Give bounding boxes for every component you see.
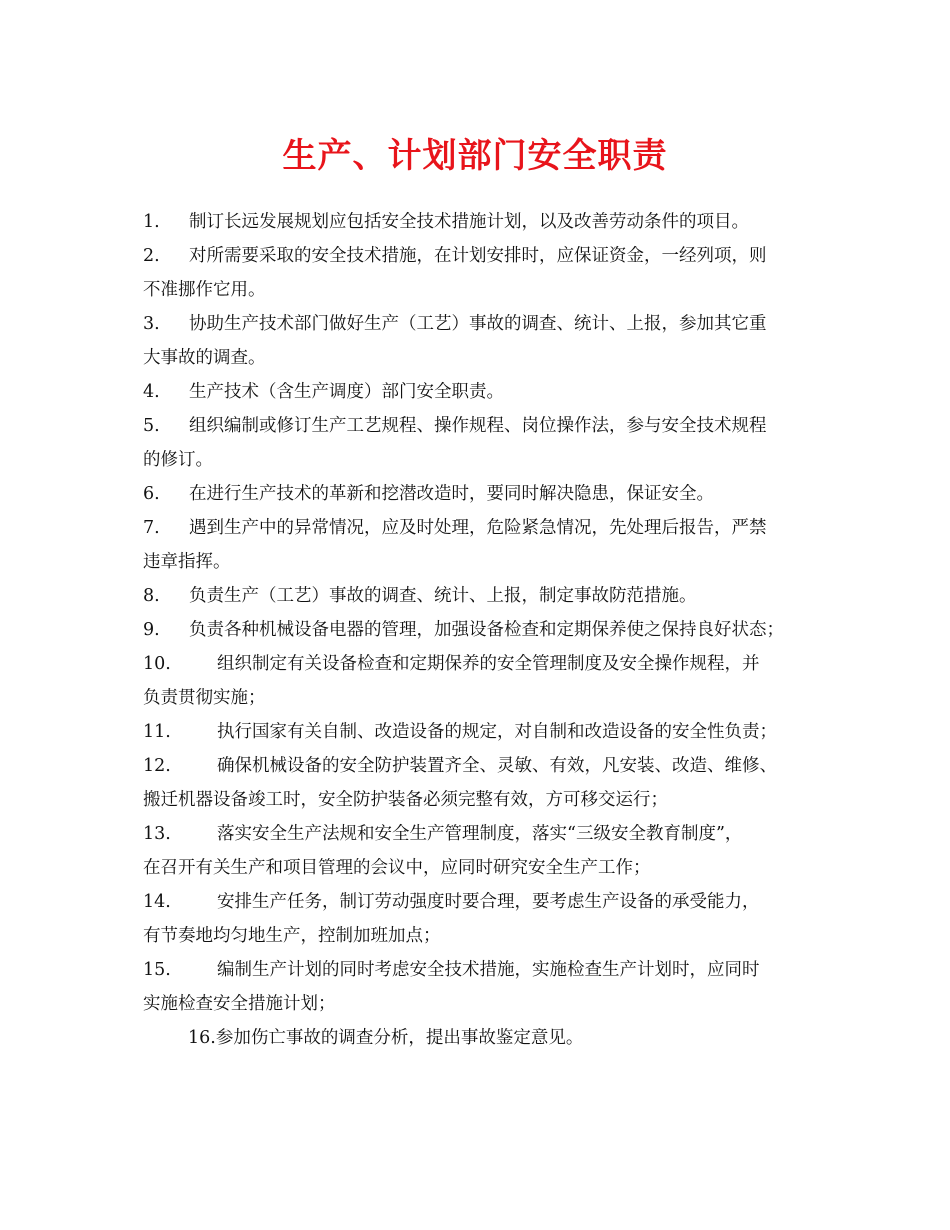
list-item-text: 安排生产任务，制订劳动强度时要合理，要考虑生产设备的承受能力， bbox=[217, 892, 760, 912]
list-item-continuation: 的修订。 bbox=[143, 450, 213, 470]
list-item-text: 遇到生产中的异常情况，应及时处理，危险紧急情况，先处理后报告，严禁 bbox=[189, 518, 767, 538]
list-item-continuation: 大事故的调查。 bbox=[143, 348, 266, 368]
list-item-first-line bbox=[143, 579, 818, 613]
list-item bbox=[143, 511, 818, 579]
list-item-number: 10. bbox=[143, 654, 171, 674]
list-item-continuation: 负责贯彻实施； bbox=[143, 688, 266, 708]
list-item-continuation: 不准挪作它用。 bbox=[143, 280, 266, 300]
list-item bbox=[143, 647, 818, 715]
list-item-continuation: 在召开有关生产和项目管理的会议中，应同时研究安全生产工作； bbox=[143, 858, 651, 878]
list-item-number: 12. bbox=[143, 756, 171, 776]
list-item-number: 15. bbox=[143, 960, 171, 980]
list-item-text: 负责各种机械设备电器的管理，加强设备检查和定期保养使之保持良好状态； bbox=[189, 620, 784, 640]
list-item-first-line bbox=[143, 749, 818, 783]
list-item-first-line bbox=[143, 613, 818, 647]
list-item-number: 13. bbox=[143, 824, 171, 844]
list-item-first-line bbox=[143, 647, 818, 681]
list-item-continuation: 违章指挥。 bbox=[143, 552, 231, 572]
list-item-number: 3. bbox=[143, 314, 160, 334]
list-item-number: 2. bbox=[143, 246, 160, 266]
list-item bbox=[143, 817, 818, 885]
list-item bbox=[143, 579, 818, 613]
list-item-number: 4. bbox=[143, 382, 160, 402]
list-item-text: 组织编制或修订生产工艺规程、操作规程、岗位操作法，参与安全技术规程 bbox=[189, 416, 767, 436]
list-item bbox=[143, 953, 818, 1021]
list-item-number: 1. bbox=[143, 212, 160, 232]
list-item-last bbox=[143, 1021, 818, 1055]
list-item-first-line bbox=[143, 817, 818, 851]
list-item-text: 协助生产技术部门做好生产（工艺）事故的调查、统计、上报，参加其它重 bbox=[189, 314, 767, 334]
list-item-text: 生产技术（含生产调度）部门安全职责。 bbox=[189, 382, 504, 402]
list-item-text: 16.参加伤亡事故的调查分析，提出事故鉴定意见。 bbox=[188, 1028, 584, 1048]
list-item-number: 11. bbox=[143, 722, 171, 742]
list-item bbox=[143, 477, 818, 511]
list-item-text: 组织制定有关设备检查和定期保养的安全管理制度及安全操作规程，并 bbox=[217, 654, 760, 674]
list-item-number: 5. bbox=[143, 416, 160, 436]
list-item-text: 执行国家有关自制、改造设备的规定，对自制和改造设备的安全性负责； bbox=[217, 722, 777, 742]
list-item-number: 7. bbox=[143, 518, 160, 538]
list-item-number: 14. bbox=[143, 892, 171, 912]
list-item bbox=[143, 205, 818, 239]
list-item bbox=[143, 239, 818, 307]
list-item bbox=[143, 307, 818, 375]
list-item-text: 编制生产计划的同时考虑安全技术措施，实施检查生产计划时，应同时 bbox=[217, 960, 760, 980]
list-item bbox=[143, 409, 818, 477]
list-item-first-line bbox=[143, 953, 818, 987]
list-item-text: 制订长远发展规划应包括安全技术措施计划，以及改善劳动条件的项目。 bbox=[189, 212, 749, 232]
list-item-first-line bbox=[143, 307, 818, 341]
list-item bbox=[143, 749, 818, 817]
list-item-number: 6. bbox=[143, 484, 160, 504]
list-item-first-line bbox=[143, 477, 818, 511]
list-item bbox=[143, 375, 818, 409]
list-item bbox=[143, 885, 818, 953]
list-item bbox=[143, 613, 818, 647]
list-item-continuation: 有节奏地均匀地生产，控制加班加点； bbox=[143, 926, 441, 946]
list-item-number: 9. bbox=[143, 620, 160, 640]
list-item-text: 在进行生产技术的革新和挖潜改造时，要同时解决隐患，保证安全。 bbox=[189, 484, 714, 504]
list-item-first-line bbox=[143, 885, 818, 919]
list-item-first-line bbox=[143, 511, 818, 545]
list-item-number: 8. bbox=[143, 586, 160, 606]
list-item-text: 对所需要采取的安全技术措施，在计划安排时，应保证资金，一经列项，则 bbox=[189, 246, 767, 266]
list-item-continuation: 搬迁机器设备竣工时，安全防护装备必须完整有效，方可移交运行； bbox=[143, 790, 668, 810]
list-item-text: 确保机械设备的安全防护装置齐全、灵敏、有效，凡安装、改造、维修、 bbox=[217, 756, 777, 776]
list-item bbox=[143, 715, 818, 749]
list-item-first-line bbox=[143, 409, 818, 443]
list-item-text: 落实安全生产法规和安全生产管理制度，落实“三级安全教育制度”， bbox=[217, 824, 743, 844]
list-item-continuation: 实施检查安全措施计划； bbox=[143, 994, 336, 1014]
document-title: 生产、计划部门安全职责 bbox=[282, 136, 668, 176]
list-item-first-line bbox=[143, 375, 818, 409]
list-item-first-line bbox=[143, 239, 818, 273]
list-item-first-line bbox=[143, 715, 818, 749]
list-item-text: 负责生产（工艺）事故的调查、统计、上报，制定事故防范措施。 bbox=[189, 586, 697, 606]
list-item-first-line bbox=[143, 205, 818, 239]
responsibility-list bbox=[143, 205, 818, 1055]
